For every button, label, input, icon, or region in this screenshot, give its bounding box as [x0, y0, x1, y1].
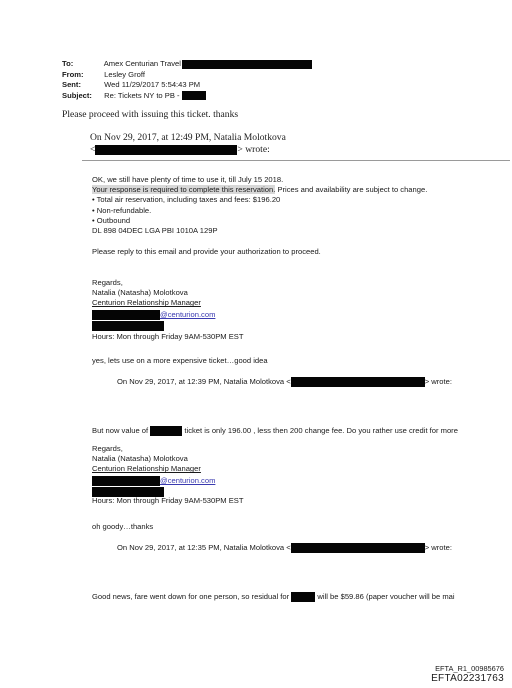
quote-divider [82, 160, 510, 161]
quoted-header-email [90, 144, 270, 155]
redaction-box [182, 91, 206, 100]
quoted-header [117, 543, 452, 553]
signature-hours-text: Hours: Mon through Friday 9AM-530PM EST [92, 496, 244, 505]
quoted-header: On Nov 29, 2017, at 12:49 PM, Natalia Molotkova [90, 132, 286, 143]
to-row [62, 59, 312, 70]
message-text: But now value of [92, 426, 149, 435]
redaction-box [291, 592, 315, 602]
message-text: Prices and availability are subject to change. [275, 185, 428, 195]
bates-number: EFTA02231763 [431, 673, 504, 684]
signature-regards: Regards, [92, 278, 123, 287]
from-label: From: [62, 69, 84, 79]
message-text: will be $59.86 (paper voucher will be mai [317, 592, 455, 601]
wrote-text: > wrote: [237, 144, 270, 155]
message-line [92, 592, 455, 602]
redaction-box [291, 377, 425, 387]
bullet-item: • Non-refundable. [92, 205, 152, 215]
reply-text: oh goody…thanks [92, 522, 154, 531]
wrote-text: > wrote: [424, 377, 452, 386]
subject-label: Subject: [62, 90, 92, 100]
to-value: Amex Centurian Travel [103, 59, 181, 68]
signature-name: Natalia (Natasha) Molotkova [92, 288, 188, 298]
bracket-open: < [90, 144, 96, 155]
quoted-header-text: On Nov 29, 2017, at 12:35 PM, Natalia Molotkova < [117, 543, 291, 552]
signature [92, 278, 215, 331]
message-line [92, 426, 458, 436]
signature-title: Centurion Relationship Manager [92, 464, 201, 474]
from-value: Lesley Groff [104, 69, 145, 79]
reply-text: Please proceed with issuing this ticket. thanks [62, 109, 239, 120]
message-text: ticket is only 196.00 , less then 200 change fee. Do you rather use credit for more [184, 426, 458, 435]
signature-title: Centurion Relationship Manager [92, 298, 201, 308]
email-link[interactable]: @centurion.com [160, 309, 216, 319]
signature-hours [92, 321, 215, 331]
redaction-box [291, 543, 425, 553]
redaction-box [92, 310, 160, 320]
from-row [62, 70, 312, 81]
quoted-header-text: On Nov 29, 2017, at 12:39 PM, Natalia Molotkova < [117, 377, 291, 386]
signature-hours-text: Hours: Mon through Friday 9AM-530PM EST [92, 332, 244, 341]
bates-number-small: EFTA_R1_00985676 [435, 664, 504, 673]
message-line [92, 185, 427, 195]
signature [92, 444, 215, 497]
message-block [92, 175, 427, 236]
email-header [62, 59, 312, 101]
subject-value: Re: Tickets NY to PB - [104, 90, 180, 100]
email-link[interactable]: @centurion.com [160, 475, 216, 485]
bullet-item: • Outbound [92, 215, 131, 225]
redaction-box [92, 321, 164, 331]
subject-row [62, 91, 312, 102]
signature-email [92, 476, 215, 486]
redaction-box [150, 426, 182, 436]
message-text: Good news, fare went down for one person, so residual for [92, 592, 290, 601]
redaction-box [95, 145, 237, 155]
sent-label: Sent: [62, 80, 81, 89]
signature-name: Natalia (Natasha) Molotkova [92, 454, 188, 464]
highlighted-text: Your response is required to complete this reservation. [92, 185, 276, 195]
sent-value: Wed 11/29/2017 5:54:43 PM [104, 80, 201, 89]
reply-request: Please reply to this email and provide your authorization to proceed. [92, 247, 321, 256]
signature-regards: Regards, [92, 444, 123, 453]
wrote-text: > wrote: [424, 543, 452, 552]
reply-text: yes, lets use on a more expensive ticket…good idea [92, 356, 268, 365]
sent-row [62, 80, 312, 91]
signature-email [92, 310, 215, 320]
redaction-box [92, 476, 160, 486]
redaction-box [182, 60, 312, 69]
quoted-header [117, 377, 452, 387]
bullet-item: • Total air reservation, including taxes and fees: $196.20 [92, 195, 281, 205]
to-label: To: [62, 59, 74, 68]
flight-line: DL 898 04DEC LGA PBI 1010A 129P [92, 226, 218, 236]
message-line: OK, we still have plenty of time to use it, till July 15 2018. [92, 175, 284, 184]
